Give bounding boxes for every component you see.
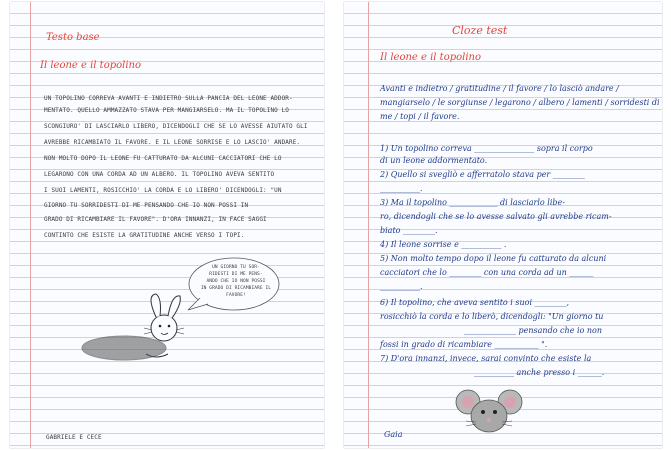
cloze-line: __________. [380,282,423,291]
left-signature: GABRIELE E CECE [46,434,102,441]
right-signature: Gaia [384,430,403,439]
cloze-line: fossi in grado di ricambiare ___________ ". [380,340,548,349]
story-line: SCONGIURO' DI LASCIARLO LIBERO, DICENDOGLI CHE SE LO AVESSE AIUTATO GLI [44,123,308,130]
story-line: GRADO DI RICAMBIARE IL FAVORE". D'ORA INNANZI, IN FACE SAGGI [44,216,267,223]
left-title: Il leone e il topolino [40,60,141,71]
cloze-line: 4) Il leone sorrise e __________ . [380,240,507,249]
cloze-line: 5) Non molto tempo dopo il leone fu catturato da alcuni [380,254,607,263]
left-margin-line [30,2,31,448]
cloze-line: biato ________. [380,226,438,235]
story-line: NON MOLTO DOPO IL LEONE FU CATTURATO DA ALCUNI CACCIATORI CHE LO [44,155,282,162]
right-page [344,2,662,448]
word-bank-line: me / topi / il favore. [380,112,460,121]
right-heading: Cloze test [452,24,508,37]
story-line: MENTATO. QUELLO AMMAZZATO STAVA PER MANGIARSELO. MA IL TOPOLINO LO [44,107,290,114]
bubble-line: FAVORE! [226,293,246,298]
cloze-line: 2) Quello si svegliò e afferratolo stava per ________ [380,170,585,179]
cloze-line: _____________ pensando che io non [464,326,603,335]
cloze-line: 6) Il topolino, che aveva sentito i suoi ________, [380,298,570,307]
rabbit-drawing [76,290,196,370]
cloze-line: rosicchiò la corda e lo liberò, dicendogli: "Un giorno tu [380,312,604,321]
cloze-line: ro, dicendogli che se lo avesse salvato gli avrebbe ricam- [380,212,612,221]
cloze-line: 7) D'ora innanzi, invece, sarai convinto che esiste la [380,354,592,363]
cloze-line: cacciatori che lo ________ con una corda ad un ______ [380,268,594,277]
bubble-line: ANDO CHE IO NON POSSI [206,279,266,284]
right-title: Il leone e il topolino [380,52,481,63]
bubble-line: UN GIORNO TU SOR- [212,265,260,270]
story-line: AVREBBE RICAMBIATO IL FAVORE. E IL LEONE SORRISE E LO LASCIO' ANDARE. [44,139,301,146]
bubble-line: IN GRADO DI RICAMBIARE IL [200,286,272,291]
cloze-line: 1) Un topolino correva _______________ sopra il corpo [380,144,593,153]
word-bank-line: Avanti e indietro / gratitudine / il favore / lo lasciò andare / [380,84,619,93]
right-margin-line [368,2,369,448]
cloze-line: __________ anche presso i ______. [474,368,605,377]
bubble-line: RIDESTI DI ME PENS- [209,272,263,277]
cloze-line: __________. [380,184,423,193]
mouse-drawing [454,384,524,440]
cloze-line: 3) Ma il topolino ____________ di lasciarlo libe- [380,198,565,207]
story-line: LEGARONO CON UNA CORDA AD UN ALBERO. IL TOPOLINO AVEVA SENTITO [44,171,275,178]
speech-bubble [196,264,276,299]
cloze-line: di un leone addormentato. [380,156,488,165]
left-page [10,2,324,448]
word-bank-line: mangiarselo / le sorgiunse / legarono / albero / lamenti / sorridesti di [380,98,660,107]
story-line: I SUOI LAMENTI, ROSICCHIO' LA CORDA E LO LIBERO' DICENDOGLI: "UN [44,187,282,194]
story-line: CONTINTO CHE ESISTE LA GRATITUDINE ANCHE VERSO I TOPI. [44,232,245,239]
story-line: GIORNO TU SORRIDESTI DI ME PENSANDO CHE IO NON POSSI IN [44,202,249,209]
story-line: UN TOPOLINO CORREVA AVANTI E INDIETRO SULLA PANCIA DEL LEONE ADDOR- [44,95,293,102]
left-heading: Testo base [46,32,100,43]
